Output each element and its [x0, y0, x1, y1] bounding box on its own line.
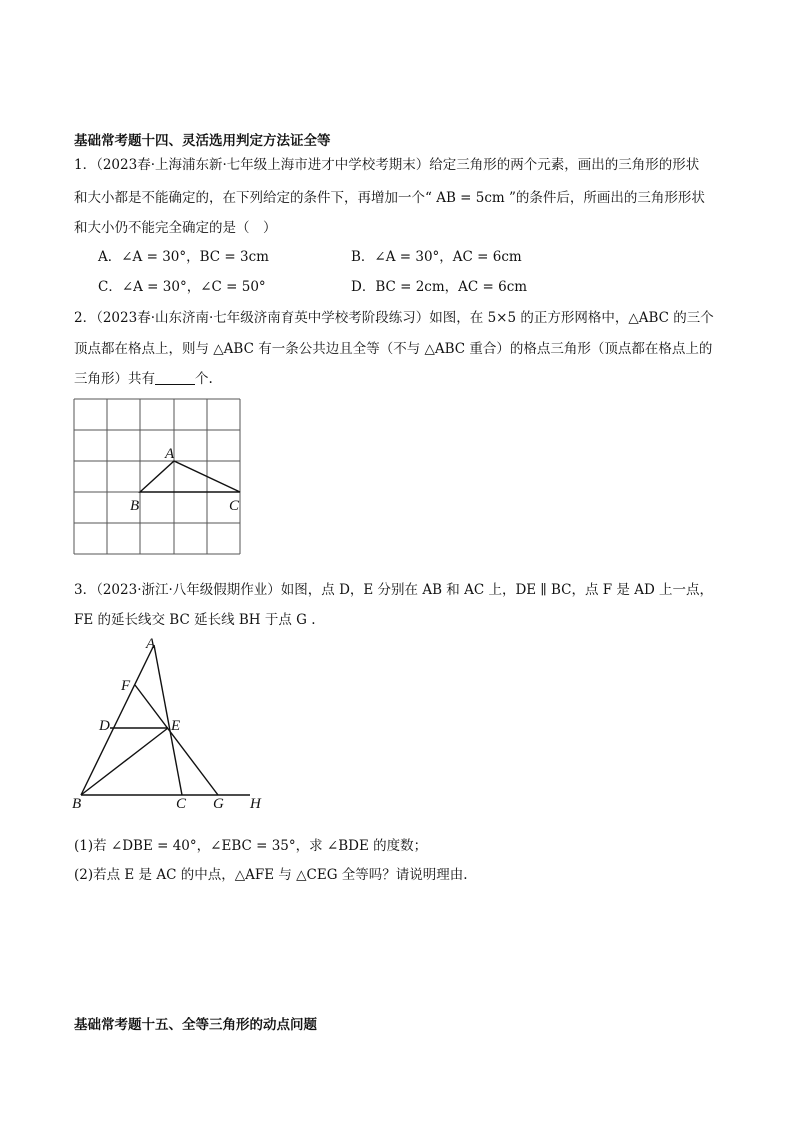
q2-line-1: 2．（2023春·山东济南·七年级济南育英中学校考阶段练习）如图，在 5×5 的正方形网格中，△ABC 的三个	[74, 310, 714, 326]
grid-figure	[73, 398, 245, 558]
label-a: A	[146, 636, 156, 652]
q1-option-a: A．∠A = 30°，BC = 3cm	[98, 249, 269, 265]
q3-line-1: 3．（2023·浙江·八年级假期作业）如图，点 D，E 分别在 AB 和 AC 上，DE ∥ BC，点 F 是 AD 上一点，	[74, 582, 714, 598]
q1-line-1: 1．（2023春·上海浦东新·七年级上海市进才中学校考期末）给定三角形的两个元素，画出的三角形的形状	[74, 157, 700, 173]
label-b: B	[72, 796, 82, 812]
label-b: B	[130, 498, 140, 514]
q3-line-2: FE 的延长线交 BC 延长线 BH 于点 G .	[74, 612, 316, 628]
answer-blank	[155, 370, 195, 385]
q3-part-1: (1)若 ∠DBE = 40°，∠EBC = 35°，求 ∠BDE 的度数；	[74, 838, 428, 854]
triangle-abc	[140, 461, 240, 492]
section-15-title: 基础常考题十五、全等三角形的动点问题	[74, 1017, 317, 1033]
label-a: A	[165, 446, 175, 462]
segment-fg	[135, 685, 218, 795]
q1-option-d: D．BC = 2cm，AC = 6cm	[351, 279, 528, 295]
label-e: E	[171, 718, 181, 734]
label-c: C	[229, 498, 240, 514]
q1-option-c: C．∠A = 30°，∠C = 50°	[98, 279, 266, 295]
triangle-figure	[60, 632, 280, 812]
q2-line-2: 顶点都在格点上，则与 △ABC 有一条公共边且全等（不与 △ABC 重合）的格点三角形（顶点都在格点上的	[74, 341, 713, 357]
segment-be	[81, 728, 168, 795]
label-f: F	[121, 678, 131, 694]
q3-part-2: (2)若点 E 是 AC 的中点，△AFE 与 △CEG 全等吗？请说明理由.	[74, 867, 468, 883]
label-c: C	[176, 796, 187, 812]
q2-line-3-start: 三角形）共有	[74, 371, 155, 387]
label-g: G	[213, 796, 224, 812]
q1-option-b: B．∠A = 30°，AC = 6cm	[351, 249, 522, 265]
label-d: D	[99, 718, 110, 734]
q2-line-3-end: 个.	[195, 371, 213, 387]
q1-line-3: 和大小仍不能完全确定的是（ ）	[74, 220, 277, 236]
section-14-title: 基础常考题十四、灵活选用判定方法证全等	[74, 133, 331, 149]
q1-line-2: 和大小都是不能确定的，在下列给定的条件下，再增加一个“ AB = 5cm ”的条件后，所画出的三角形形状	[74, 190, 705, 206]
segment-ab	[81, 645, 154, 795]
q2-line-3	[74, 369, 213, 389]
label-h: H	[250, 796, 261, 812]
